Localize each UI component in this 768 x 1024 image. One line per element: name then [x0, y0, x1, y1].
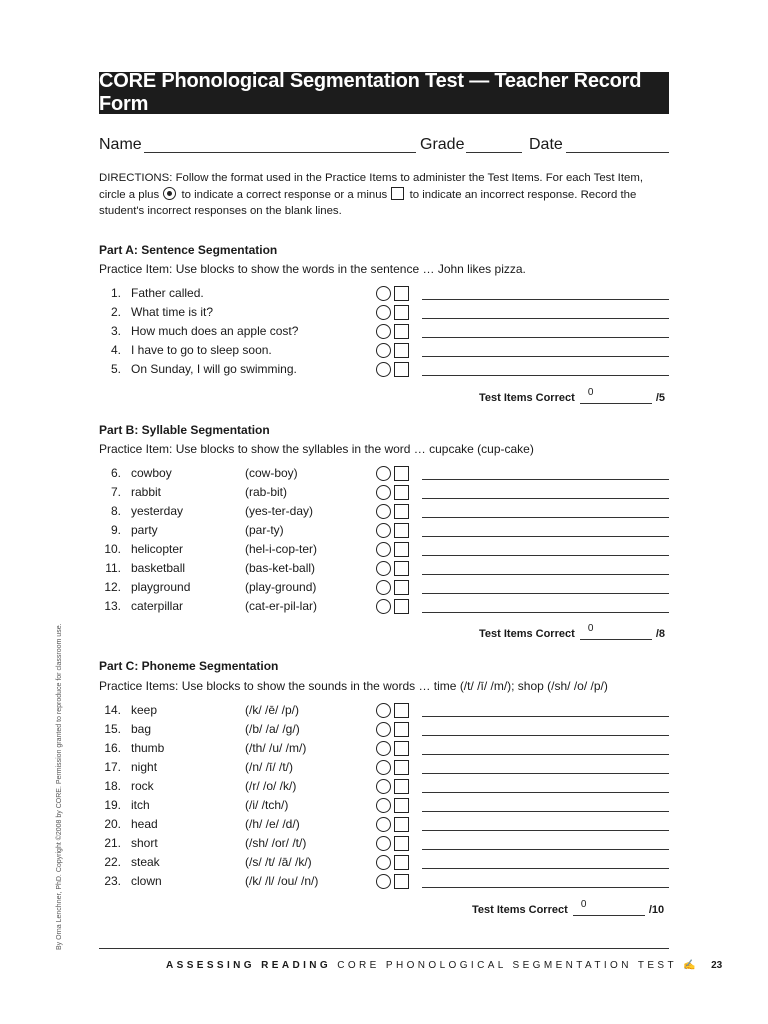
item-word: What time is it?	[131, 305, 214, 319]
item-segmentation: (/k/ /l/ /ou/ /n/)	[245, 874, 319, 888]
response-line[interactable]	[422, 498, 669, 499]
plus-circle-icon[interactable]	[376, 362, 391, 377]
item-segmentation: (par-ty)	[245, 523, 284, 537]
test-item-row	[99, 760, 669, 778]
minus-square-icon[interactable]	[394, 779, 409, 794]
item-segmentation: (/n/ /ī/ /t/)	[245, 760, 294, 774]
score-label: Test Items Correct	[479, 628, 575, 640]
grade-field[interactable]	[466, 152, 522, 153]
part-b-heading: Part B: Syllable Segmentation	[99, 423, 270, 437]
item-number: 11.	[105, 561, 121, 575]
test-item-row	[99, 817, 669, 835]
response-line[interactable]	[422, 536, 669, 537]
score-field[interactable]	[580, 623, 652, 640]
test-item-row	[99, 580, 669, 598]
item-number: 22.	[104, 855, 121, 869]
item-segmentation: (bas-ket-ball)	[245, 561, 316, 575]
item-number: 2.	[110, 305, 121, 319]
response-line[interactable]	[422, 375, 669, 376]
item-number: 23.	[104, 874, 121, 888]
item-word: night	[131, 760, 158, 774]
item-word: rock	[131, 779, 154, 793]
form-title: CORE Phonological Segmentation Test — Teacher Record Form	[99, 72, 669, 114]
plus-circle-icon[interactable]	[376, 703, 391, 718]
plus-circle-icon[interactable]	[376, 760, 391, 775]
response-line[interactable]	[422, 299, 669, 300]
score-total: /8	[655, 628, 666, 640]
minus-square-icon	[391, 187, 404, 200]
plus-circle-icon[interactable]	[376, 836, 391, 851]
minus-square-icon[interactable]	[394, 485, 409, 500]
test-item-row	[99, 286, 669, 304]
item-word: bag	[131, 722, 152, 736]
part-a-practice: Practice Item: Use blocks to show the words in the sentence … John likes pizza.	[99, 262, 526, 276]
copyright-note: By Orna Lenchner, PhD. Copyright ©2008 by CORE. Permission granted to reproduce for classroom use.	[56, 623, 63, 950]
response-line[interactable]	[422, 612, 669, 613]
test-item-row	[99, 466, 669, 484]
score-field[interactable]	[573, 899, 645, 916]
test-item-row	[99, 542, 669, 560]
minus-square-icon[interactable]	[394, 362, 409, 377]
plus-circle-icon[interactable]	[376, 504, 391, 519]
plus-circle-icon[interactable]	[376, 286, 391, 301]
item-word: On Sunday, I will go swimming.	[131, 362, 297, 376]
item-segmentation: (cow-boy)	[245, 466, 298, 480]
item-word: I have to go to sleep soon.	[131, 343, 272, 357]
directions-part3: to indicate an incorrect response. Record the student's incorrect responses on the blank lines.	[99, 188, 637, 217]
plus-circle-icon[interactable]	[376, 855, 391, 870]
part-a-heading: Part A: Sentence Segmentation	[99, 243, 278, 257]
item-word: thumb	[131, 741, 165, 755]
footer-rule	[99, 948, 669, 949]
minus-square-icon[interactable]	[394, 561, 409, 576]
item-word: head	[131, 817, 158, 831]
minus-square-icon[interactable]	[394, 798, 409, 813]
plus-circle-icon[interactable]	[376, 722, 391, 737]
minus-square-icon[interactable]	[394, 523, 409, 538]
page-number: 23	[711, 960, 723, 971]
test-item-row	[99, 561, 669, 579]
item-segmentation: (/r/ /o/ /k/)	[245, 779, 297, 793]
test-item-row	[99, 741, 669, 759]
test-item-row	[99, 305, 669, 323]
plus-circle-icon[interactable]	[376, 466, 391, 481]
test-item-row	[99, 703, 669, 721]
pencil-icon: ✍	[683, 960, 699, 971]
minus-square-icon[interactable]	[394, 305, 409, 320]
response-line[interactable]	[422, 356, 669, 357]
item-word: playground	[131, 580, 191, 594]
item-number: 21.	[104, 836, 121, 850]
part-a-score	[479, 387, 666, 404]
item-number: 18.	[104, 779, 121, 793]
plus-circle-icon[interactable]	[376, 779, 391, 794]
item-number: 7.	[110, 485, 121, 499]
part-c-heading: Part C: Phoneme Segmentation	[99, 659, 279, 673]
item-number: 16.	[104, 741, 121, 755]
response-line[interactable]	[422, 792, 669, 793]
date-label: Date	[529, 136, 563, 153]
response-line[interactable]	[422, 593, 669, 594]
plus-circle-icon[interactable]	[376, 324, 391, 339]
plus-circle-icon[interactable]	[376, 817, 391, 832]
minus-square-icon[interactable]	[394, 504, 409, 519]
directions-part2: to indicate a correct response or a minus	[181, 188, 388, 201]
plus-circle-icon[interactable]	[376, 798, 391, 813]
response-line[interactable]	[422, 517, 669, 518]
item-word: short	[131, 836, 158, 850]
item-number: 3.	[110, 324, 121, 338]
response-line[interactable]	[422, 830, 669, 831]
minus-square-icon[interactable]	[394, 741, 409, 756]
test-item-row	[99, 324, 669, 342]
response-line[interactable]	[422, 574, 669, 575]
item-number: 14.	[104, 703, 121, 717]
plus-circle-icon[interactable]	[376, 523, 391, 538]
item-word: itch	[131, 798, 150, 812]
item-number: 13.	[104, 599, 121, 613]
directions-text	[99, 170, 669, 220]
test-item-row	[99, 798, 669, 816]
item-segmentation: (rab-bit)	[245, 485, 288, 499]
minus-square-icon[interactable]	[394, 599, 409, 614]
item-segmentation: (play-ground)	[245, 580, 317, 594]
plus-circle-icon[interactable]	[376, 343, 391, 358]
item-number: 15.	[104, 722, 121, 736]
test-item-row	[99, 504, 669, 522]
item-word: yesterday	[131, 504, 184, 518]
minus-square-icon[interactable]	[394, 874, 409, 889]
minus-square-icon[interactable]	[394, 324, 409, 339]
item-segmentation: (/b/ /a/ /g/)	[245, 722, 300, 736]
item-segmentation: (/th/ /u/ /m/)	[245, 741, 307, 755]
part-b-practice: Practice Item: Use blocks to show the syllables in the word … cupcake (cup-cake)	[99, 442, 534, 456]
score-value: 0	[587, 623, 594, 634]
response-line[interactable]	[422, 811, 669, 812]
item-word: rabbit	[131, 485, 162, 499]
item-word: helicopter	[131, 542, 184, 556]
item-segmentation: (hel-i-cop-ter)	[245, 542, 318, 556]
plus-circle-icon[interactable]	[376, 874, 391, 889]
item-number: 9.	[110, 523, 121, 537]
test-item-row	[99, 523, 669, 541]
test-item-row	[99, 855, 669, 873]
test-item-row	[99, 722, 669, 740]
item-segmentation: (yes-ter-day)	[245, 504, 314, 518]
minus-square-icon[interactable]	[394, 817, 409, 832]
test-item-row	[99, 836, 669, 854]
minus-square-icon[interactable]	[394, 286, 409, 301]
item-segmentation: (/s/ /t/ /ā/ /k/)	[245, 855, 312, 869]
item-segmentation: (cat-er-pil-lar)	[245, 599, 317, 613]
item-number: 12.	[104, 580, 121, 594]
footer-subtitle: CORE PHONOLOGICAL SEGMENTATION TEST	[337, 960, 677, 971]
item-number: 6.	[110, 466, 121, 480]
directions-part1: DIRECTIONS: Follow the format used in the Practice Items to administer the Test Items. For each Test Item, circle a plus	[99, 172, 643, 201]
part-c-score	[472, 899, 665, 916]
minus-square-icon[interactable]	[394, 722, 409, 737]
response-line[interactable]	[422, 318, 669, 319]
item-number: 17.	[104, 760, 121, 774]
item-word: cowboy	[131, 466, 172, 480]
minus-square-icon[interactable]	[394, 466, 409, 481]
item-number: 10.	[104, 542, 121, 556]
item-segmentation: (/i/ /tch/)	[245, 798, 289, 812]
part-c-practice: Practice Items: Use blocks to show the sounds in the words … time (/t/ /ī/ /m/); shop (/sh/ /o/ /p/)	[99, 679, 608, 693]
plus-circle-icon[interactable]	[376, 561, 391, 576]
response-line[interactable]	[422, 887, 669, 888]
minus-square-icon[interactable]	[394, 343, 409, 358]
score-field[interactable]	[580, 387, 652, 404]
score-label: Test Items Correct	[472, 904, 568, 916]
item-word: caterpillar	[131, 599, 184, 613]
response-line[interactable]	[422, 716, 669, 717]
page-footer	[166, 960, 723, 971]
item-word: Father called.	[131, 286, 204, 300]
response-line[interactable]	[422, 735, 669, 736]
footer-series: ASSESSING READING	[166, 960, 332, 971]
test-item-row	[99, 362, 669, 380]
test-item-row	[99, 485, 669, 503]
minus-square-icon[interactable]	[394, 580, 409, 595]
plus-circle-icon[interactable]	[376, 741, 391, 756]
item-segmentation: (/sh/ /or/ /t/)	[245, 836, 307, 850]
response-line[interactable]	[422, 849, 669, 850]
name-label: Name	[99, 136, 142, 153]
item-number: 4.	[110, 343, 121, 357]
item-number: 8.	[110, 504, 121, 518]
item-segmentation: (/k/ /ē/ /p/)	[245, 703, 300, 717]
minus-square-icon[interactable]	[394, 855, 409, 870]
test-item-row	[99, 343, 669, 361]
item-number: 20.	[104, 817, 121, 831]
score-value: 0	[587, 387, 594, 398]
test-item-row	[99, 779, 669, 797]
item-word: keep	[131, 703, 158, 717]
item-number: 5.	[110, 362, 121, 376]
minus-square-icon[interactable]	[394, 836, 409, 851]
minus-square-icon[interactable]	[394, 542, 409, 557]
response-line[interactable]	[422, 337, 669, 338]
response-line[interactable]	[422, 479, 669, 480]
test-item-row	[99, 874, 669, 892]
response-line[interactable]	[422, 555, 669, 556]
date-field[interactable]	[566, 152, 669, 153]
score-total: /10	[648, 904, 665, 916]
test-item-row	[99, 599, 669, 617]
score-total: /5	[655, 392, 666, 404]
response-line[interactable]	[422, 773, 669, 774]
response-line[interactable]	[422, 868, 669, 869]
plus-circle-icon[interactable]	[376, 485, 391, 500]
item-number: 1.	[110, 286, 121, 300]
item-word: How much does an apple cost?	[131, 324, 299, 338]
name-grade-date-row	[99, 136, 669, 158]
plus-circle-icon[interactable]	[376, 580, 391, 595]
item-word: party	[131, 523, 158, 537]
score-label: Test Items Correct	[479, 392, 575, 404]
grade-label: Grade	[420, 136, 465, 153]
item-segmentation: (/h/ /e/ /d/)	[245, 817, 300, 831]
item-word: clown	[131, 874, 162, 888]
plus-circle-icon[interactable]	[376, 305, 391, 320]
name-field[interactable]	[144, 152, 416, 153]
plus-circle-icon	[163, 187, 176, 200]
minus-square-icon[interactable]	[394, 760, 409, 775]
item-word: steak	[131, 855, 160, 869]
item-number: 19.	[104, 798, 121, 812]
part-b-score	[479, 623, 666, 640]
plus-circle-icon[interactable]	[376, 542, 391, 557]
item-word: basketball	[131, 561, 186, 575]
score-value: 0	[580, 899, 587, 910]
plus-circle-icon[interactable]	[376, 599, 391, 614]
response-line[interactable]	[422, 754, 669, 755]
minus-square-icon[interactable]	[394, 703, 409, 718]
